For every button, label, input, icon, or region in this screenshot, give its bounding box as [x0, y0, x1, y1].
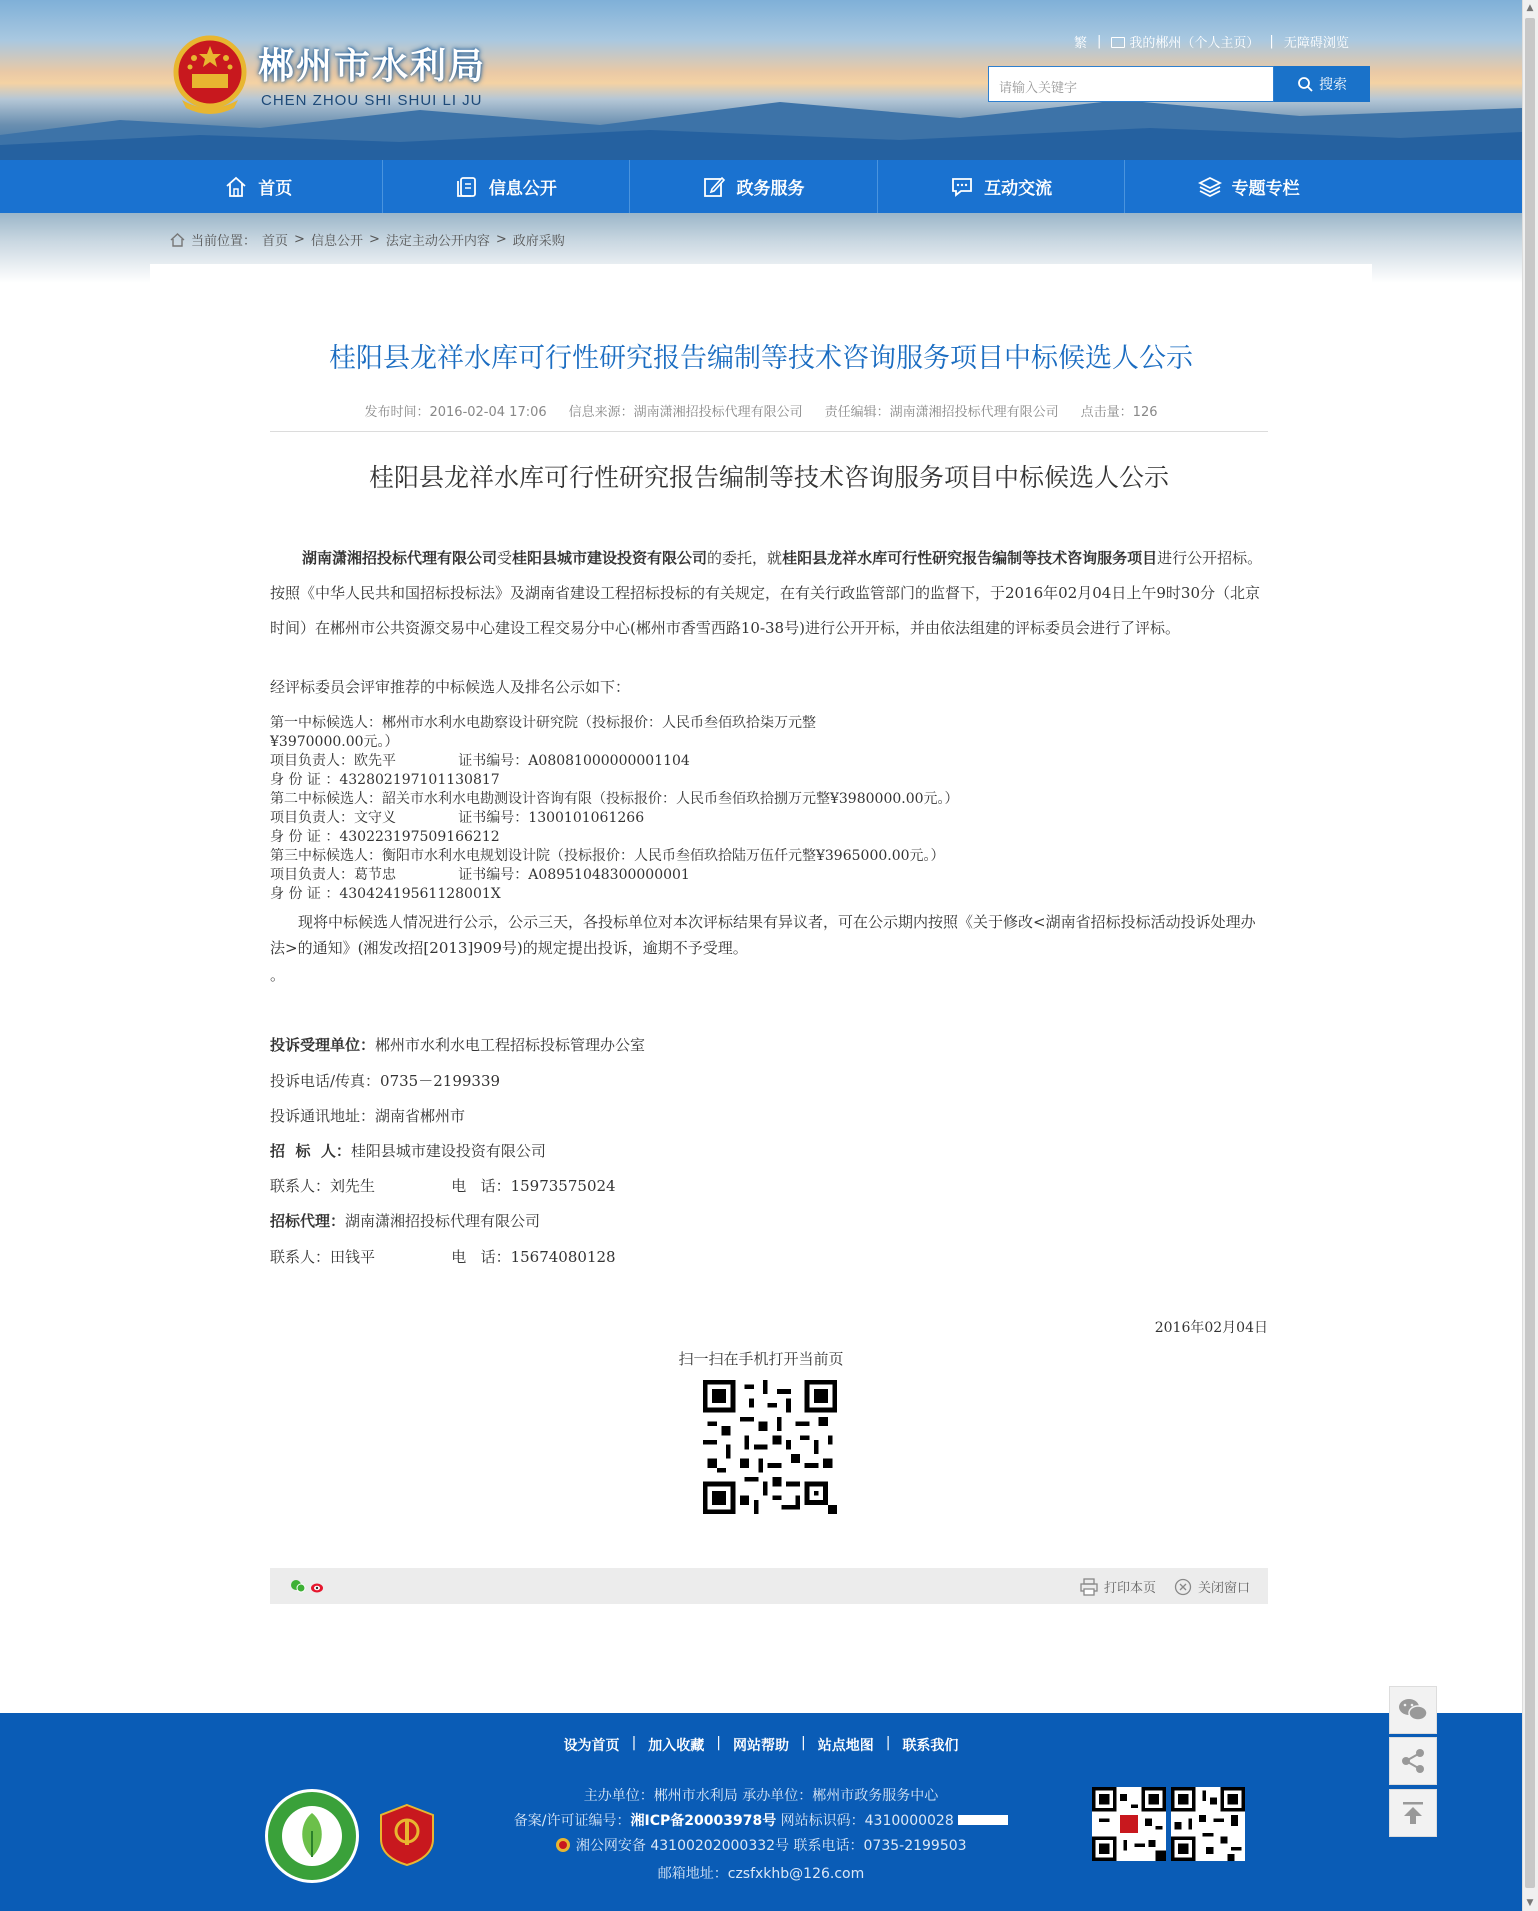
candidate-line: 第一中标候选人：郴州市水利水电勘察设计研究院（投标报价：人民币叁佰玖拾柒万元整 [270, 715, 816, 731]
candidate-line: 身 份 证 ：432802197101130817 [270, 772, 500, 788]
breadcrumb-home[interactable]: 首页 [262, 234, 289, 249]
search-icon [1297, 76, 1313, 92]
separator: | [716, 1735, 721, 1751]
article-title: 桂阳县龙祥水库可行性研究报告编制等技术咨询服务项目中标候选人公示 [329, 343, 1193, 374]
wechat-icon[interactable] [290, 1578, 306, 1594]
main-nav [0, 160, 1522, 213]
intro-text-2: 的委托，就 [707, 549, 783, 567]
agent-contact: 联系人：田钱平 电 话：15674080128 [270, 1248, 616, 1266]
info-source: 信息来源：湖南潇湘招投标代理有限公司 [568, 405, 803, 420]
candidate-line: 身 份 证 ：430223197509166212 [270, 829, 500, 845]
my-chenzhou-label: 我的郴州（个人主页） [1129, 36, 1260, 51]
back-to-top-button[interactable] [1389, 1789, 1437, 1837]
click-count: 点击量：126 [1080, 405, 1158, 420]
police-badge-icon [555, 1837, 571, 1853]
footer-link-set-home[interactable]: 设为首页 [563, 1738, 620, 1754]
info-value: 桂阳县城市建设投资有限公司 [350, 1142, 546, 1160]
separator: | [801, 1735, 806, 1751]
agent-name: 湖南潇湘招投标代理有限公司 [302, 549, 498, 567]
monitor-icon [1111, 37, 1125, 48]
editor: 责任编辑：湖南潇湘招投标代理有限公司 [824, 405, 1059, 420]
close-label: 关闭窗口 [1197, 1581, 1250, 1596]
nav-info-disclosure[interactable] [383, 160, 631, 213]
footer-link-contact[interactable]: 联系我们 [902, 1738, 959, 1754]
breadcrumb-procurement[interactable]: 政府采购 [512, 234, 565, 249]
candidate-line: 第二中标候选人：韶关市水利水电勘测设计咨询有限（投标报价：人民币叁佰玖拾捌万元整¥3980000.00元。） [270, 791, 959, 807]
site-subtitle: CHEN ZHOU SHI SHUI LI JU [261, 92, 483, 109]
search-input[interactable]: 请输入关键字 [988, 66, 1274, 102]
printer-icon [1080, 1578, 1098, 1596]
wechat-icon [1398, 1697, 1428, 1723]
qr-code [703, 1380, 837, 1514]
candidates-intro: 经评标委员会评审推荐的中标候选人及排名公示如下： [270, 678, 631, 696]
nav-special-topics-label: 专题专栏 [1231, 179, 1300, 199]
footer-email: 邮箱地址：czsfxkhb@126.com [657, 1866, 865, 1882]
share-icons [290, 1578, 326, 1594]
tender-agent [270, 1210, 970, 1231]
footer-icp [0, 1810, 1522, 1830]
share-float-button[interactable] [1389, 1737, 1437, 1785]
body-title: 桂阳县龙祥水库可行性研究报告编制等技术咨询服务项目中标候选人公示 [368, 463, 1169, 492]
intro-text-3: 进行公开招标。按照《中华人民共和国招标投标法》及湖南省建设工程招标投标的有关规定，在有关行政监管部门的监督下，于2016年02月04日上午9时30分（北京时间）在郴州市公共资源交易中心建设工程交易分中心(郴州市香雪西路10-38号)进行公开开标，并由依法组建的评标委员会进行了评标。 [270, 549, 1263, 637]
footer-qr-code-1 [1092, 1787, 1166, 1861]
info-label: 投诉受理单位： [270, 1036, 376, 1054]
footer [0, 1713, 1522, 1911]
footer-link-sitemap[interactable]: 站点地图 [817, 1738, 874, 1754]
site-code: 网站标识码：4310000028 [776, 1813, 954, 1829]
close-window-button[interactable] [1174, 1577, 1250, 1596]
wechat-float-button[interactable] [1389, 1686, 1437, 1734]
footer-sponsor: 主办单位：郴州市水利局 承办单位：郴州市政务服务中心 [583, 1788, 939, 1804]
breadcrumb-prefix: 当前位置： [191, 234, 257, 249]
candidate-line: ¥3970000.00元。） [270, 734, 399, 750]
complaint-address: 投诉通讯地址：湖南省郴州市 [270, 1107, 466, 1125]
national-emblem-logo [172, 34, 248, 114]
nav-special-topics[interactable] [1125, 160, 1372, 213]
tenderer [270, 1140, 970, 1161]
police-record[interactable]: 湘公网安备 43100202000332号 联系电话：0735-2199503 [575, 1838, 967, 1854]
my-chenzhou-link[interactable] [1111, 32, 1259, 51]
traditional-chinese-link[interactable]: 繁 [1074, 36, 1088, 51]
accessibility-link[interactable]: 无障碍浏览 [1283, 36, 1349, 51]
arrow-up-icon [1399, 1799, 1427, 1827]
publish-time: 发布时间：2016-02-04 17:06 [364, 405, 547, 420]
period-mark: 。 [270, 966, 286, 984]
info-label: 招标代理： [270, 1212, 346, 1230]
scroll-up-arrow[interactable]: ▲ [1526, 3, 1534, 13]
nav-home-label: 首页 [258, 179, 293, 199]
home-icon [224, 175, 248, 199]
search-button-label: 搜索 [1319, 77, 1347, 93]
candidate-list [270, 714, 1268, 904]
intro-text-1: 受 [497, 549, 513, 567]
breadcrumb-legal[interactable]: 法定主动公开内容 [385, 234, 490, 249]
icp-number[interactable]: 湘ICP备20003978号 [630, 1813, 777, 1829]
notice-paragraph: 现将中标候选人情况进行公示，公示三天，各投标单位对本次评标结果有异议者，可在公示期内按照《关于修改<湖南省招标投标活动投诉处理办法>的通知》(湘发改招[2013]909号)的规定提出投诉，逾期不予受理。 [270, 913, 1256, 957]
site-title[interactable]: 郴州市水利局 [258, 46, 487, 87]
candidate-line: 项目负责人：葛节忠 证书编号：A08951048300000001 [270, 867, 690, 883]
layers-icon [1198, 175, 1222, 199]
share-bar [270, 1568, 1268, 1604]
separator: | [885, 1735, 891, 1751]
print-label: 打印本页 [1103, 1581, 1156, 1596]
info-value: 湖南潇湘招投标代理有限公司 [345, 1212, 541, 1230]
nav-info-label: 信息公开 [488, 179, 557, 199]
scrollbar-thumb[interactable] [1525, 18, 1535, 1888]
footer-link-help[interactable]: 网站帮助 [733, 1738, 789, 1754]
candidate-line: 项目负责人：文守义 证书编号：1300101061266 [270, 810, 645, 826]
info-label: 招 标 人： [270, 1142, 351, 1160]
share-actions [1080, 1577, 1250, 1596]
nav-gov-service-label: 政务服务 [736, 179, 805, 199]
intro-paragraph [270, 541, 1268, 646]
separator: | [631, 1735, 637, 1751]
candidate-line: 第三中标候选人：衡阳市水利水电规划设计院（投标报价：人民币叁佰玖拾陆万伍仟元整¥3965000.00元。） [270, 848, 945, 864]
divider [270, 431, 1268, 432]
weibo-icon[interactable] [310, 1578, 326, 1594]
breadcrumb-separator: > [294, 232, 305, 247]
nav-home[interactable] [135, 160, 383, 213]
scroll-down-arrow[interactable]: ▼ [1526, 1898, 1534, 1908]
breadcrumb-separator: > [368, 232, 380, 247]
chat-icon [950, 175, 974, 199]
candidate-line: 身 份 证 ：43042419561128001X [270, 886, 501, 902]
top-links [1074, 32, 1349, 51]
footer-police [0, 1835, 1522, 1855]
complaint-phone: 投诉电话/传真：0735－2199339 [270, 1072, 501, 1090]
home-small-icon [170, 233, 185, 247]
edit-icon [702, 175, 726, 199]
footer-links [0, 1735, 1522, 1755]
share-icon [1399, 1747, 1427, 1775]
close-circle-icon [1174, 1578, 1192, 1596]
nav-interaction[interactable] [878, 160, 1126, 213]
owner-name: 桂阳县城市建设投资有限公司 [512, 549, 708, 567]
breadcrumb-separator: > [495, 232, 507, 247]
info-value: 郴州市水利水电工程招标投标管理办公室 [375, 1036, 646, 1054]
search-button[interactable] [1274, 66, 1370, 102]
print-button[interactable] [1080, 1577, 1156, 1596]
scan-tip: 扫一扫在手机打开当前页 [678, 1350, 844, 1368]
breadcrumb-info[interactable]: 信息公开 [310, 234, 363, 249]
icp-prefix: 备案/许可证编号： [513, 1813, 631, 1829]
project-name: 桂阳县龙祥水库可行性研究报告编制等技术咨询服务项目 [782, 549, 1158, 567]
footer-link-favorite[interactable]: 加入收藏 [648, 1738, 705, 1754]
tenderer-contact: 联系人：刘先生 电 话：15973575024 [270, 1177, 616, 1195]
footer-qr-code-2 [1171, 1787, 1245, 1861]
candidate-line: 项目负责人：欧先平 证书编号：A08081000000001104 [270, 753, 690, 769]
complaint-unit [270, 1034, 970, 1055]
document-icon [455, 175, 479, 199]
notice-date: 2016年02月04日 [1154, 1320, 1268, 1336]
separator: | [1097, 34, 1102, 49]
nav-gov-service[interactable] [630, 160, 878, 213]
separator: | [1269, 34, 1274, 49]
site-code-badge [958, 1815, 1008, 1825]
nav-interaction-label: 互动交流 [984, 179, 1053, 199]
article-meta [150, 401, 1372, 420]
breadcrumb [170, 230, 565, 249]
